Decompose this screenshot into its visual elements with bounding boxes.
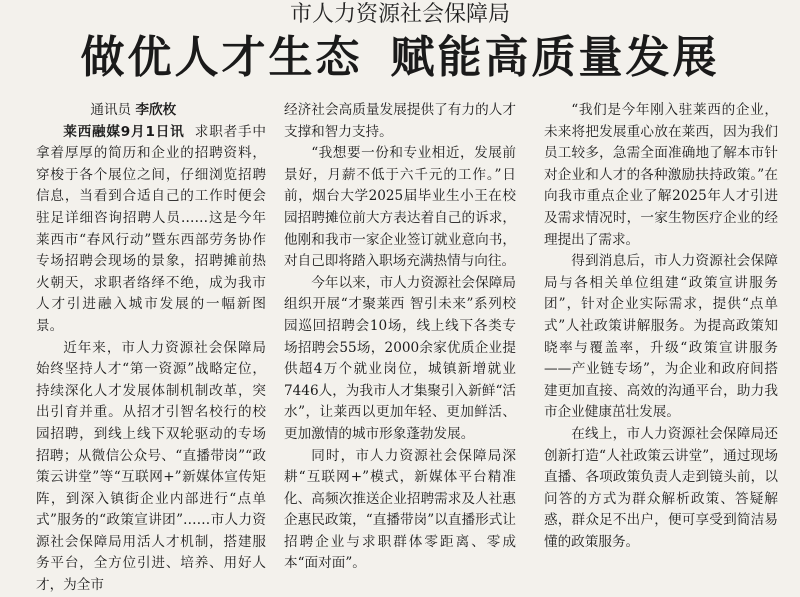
byline-label: 通讯员 xyxy=(90,102,132,118)
article-headline xyxy=(0,30,800,86)
paragraph: 近年来，市人力资源社会保障局始终坚持人才“第一资源”战略定位，持续深化人才发展体制机制改革，突出引育并重。从招才引智名校行的校园招聘，到线上线下双轮驱动的专场招聘；从微信公众号、“直播带岗”“政策云讲堂”等“互联网+”新媒体宣传矩阵，到深入镇街企业内部进行“点单式”服务的“政策宣讲团”……市人力资源社会保障局用活人才机制，搭建服务平台，全方位引进、培养、用好人才，为全市 xyxy=(36,339,266,594)
article-column-2 xyxy=(284,100,516,572)
headline-part-1: 做优人才生态 xyxy=(80,32,363,83)
dateline: 莱西融媒9月1日讯 xyxy=(63,123,185,140)
paragraph: “我想要一份和专业相近，发展前景好，月薪不低于六千元的工作。”日前，烟台大学2025届毕业生小王在校园招聘摊位前大方表达着自己的诉求，他刚和我市一家企业签订就业意向书，对自己即将踏入职场充满热情与向往。 xyxy=(284,145,516,270)
paragraph: 在线上，市人力资源社会保障局还创新打造“人社政策云讲堂”，通过现场直播、各项政策负责人走到镜头前，以问答的方式为群众解析政策、答疑解惑，群众足不出户，便可享受到简洁易懂的政策服务。 xyxy=(544,425,778,550)
paragraph xyxy=(36,122,266,338)
byline-name: 李欣枚 xyxy=(135,102,177,118)
article-kicker: 市人力资源社会保障局 xyxy=(289,2,510,27)
paragraph: 今年以来，市人力资源社会保障局组织开展“才聚莱西 智引未来”系列校园巡回招聘会10场，线上线下各类专场招聘会55场，2000余家优质企业提供超4万个就业岗位，城镇新增就业7446人，为我市人才集聚引入新鲜“活水”，让莱西以更加年轻、更加鲜活、更加激情的城市形象蓬勃发展。 xyxy=(284,274,516,442)
article-column-1 xyxy=(36,100,266,594)
paragraph-text: 求职者手中拿着厚厚的简历和企业的招聘资料，穿梭于各个展位之间，仔细浏览招聘信息，当看到合适自己的工作时便会驻足详细咨询招聘人员……这是今年莱西市“春风行动”暨东西部劳务协作专场招聘会现场的景象，招聘摊前热火朝天，求职者络绎不绝，成为我市人才引进融入城市发展的一幅新图景。 xyxy=(36,123,266,334)
paragraph: 得到消息后，市人力资源社会保障局与各相关单位组建“政策宣讲服务团”，针对企业实际需求，提供“点单式”人社政策讲解服务。为提高政策知晓率与覆盖率，升级“政策宣讲服务——产业链专场”，为企业和政府间搭建更加直接、高效的沟通平台，助力我市企业健康茁壮发展。 xyxy=(544,253,778,421)
headline-part-2: 赋能高质量发展 xyxy=(390,32,720,83)
paragraph: 同时，市人力资源社会保障局深耕“互联网+”模式，新媒体平台精准化、高频次推送企业招聘需求及人社惠企惠民政策，“直播带岗”以直播形式让招聘企业与求职群体零距离、零成本“面对面”。 xyxy=(284,447,516,572)
byline xyxy=(36,100,266,122)
paragraph: “我们是今年刚入驻莱西的企业，未来将把发展重心放在莱西，因为我们员工较多，急需全面准确地了解本市针对企业和人才的各种激励扶持政策。”在向我市重点企业了解2025年人才引进及需求情况时，一家生物医疗企业的经理提出了需求。 xyxy=(544,102,778,248)
article-column-3 xyxy=(544,100,778,550)
paragraph: 经济社会高质量发展提供了有力的人才支撑和智力支持。 xyxy=(284,102,516,140)
